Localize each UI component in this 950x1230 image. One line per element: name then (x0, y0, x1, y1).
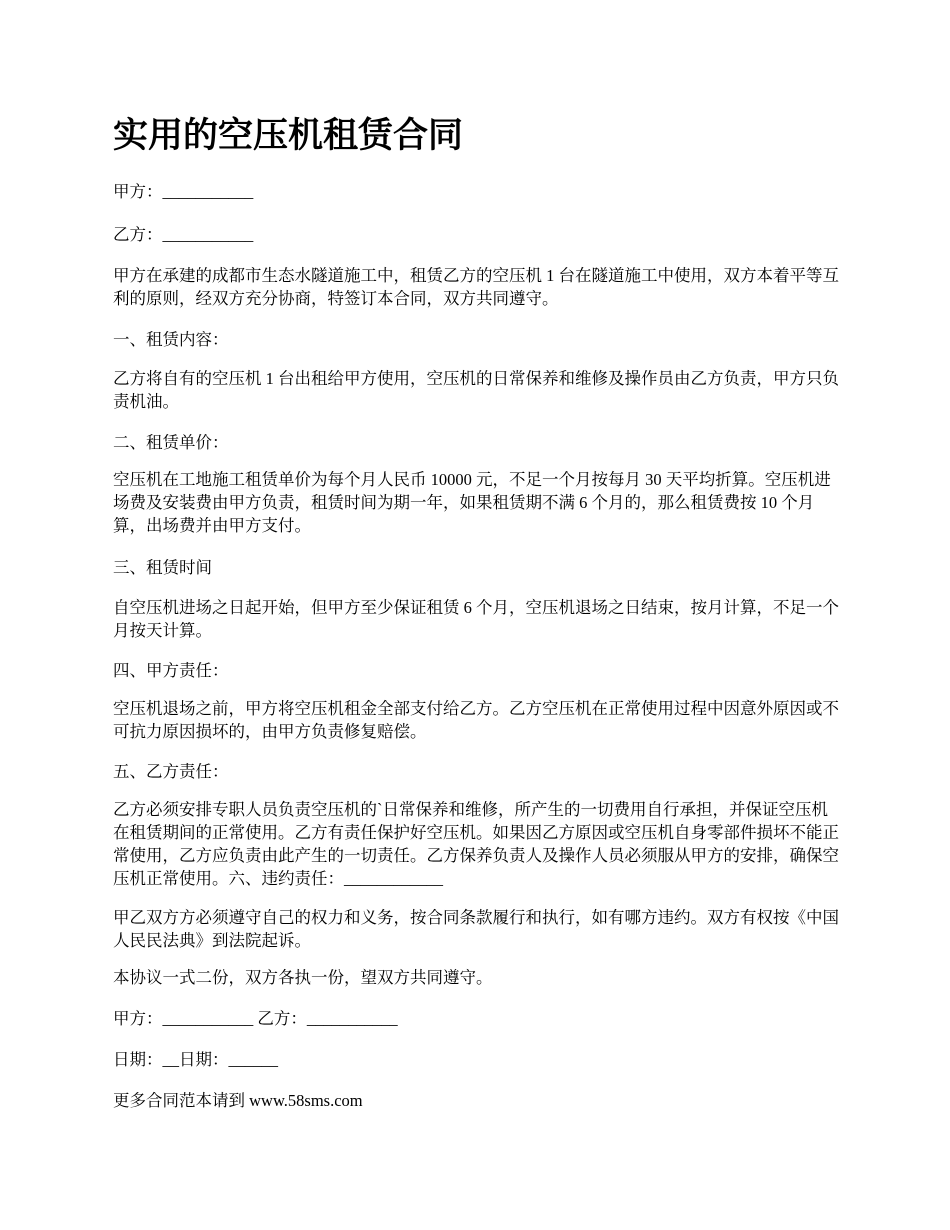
section-heading-rental-price: 二、租赁单价： (113, 433, 229, 452)
rental-content-paragraph: 乙方将自有的空压机 1 台出租给甲方使用，空压机的日常保养和维修及操作员由乙方负责，甲方只负责机油。 (113, 369, 839, 411)
footer-link-line: 更多合同范本请到 www.58sms.com (113, 1091, 363, 1110)
party-a-line: 甲方：___________ (113, 182, 254, 201)
section-heading-rental-content: 一、租赁内容： (113, 330, 229, 349)
document-title: 实用的空压机租赁合同 (113, 116, 464, 156)
breach-paragraph: 甲乙双方方必须遵守自己的权力和义务，按合同条款履行和执行，如有哪方违约。双方有权按《中国人民民法典》到法院起诉。 (113, 908, 839, 950)
rental-price-paragraph: 空压机在工地施工租赁单价为每个月人民币 10000 元，不足一个月按每月 30 天平均折算。空压机进场费及安装费由甲方负责，租赁时间为期一年，如果租赁期不满 6 个月的，那么租赁费按 10 个月算，出场费并由甲方支付。 (113, 470, 831, 535)
section-heading-party-a-duties: 四、甲方责任： (113, 661, 229, 680)
rental-period-paragraph: 自空压机进场之日起开始，但甲方至少保证租赁 6 个月，空压机退场之日结束，按月计算，不足一个月按天计算。 (113, 598, 839, 640)
party-a-duties-paragraph: 空压机退场之前，甲方将空压机租金全部支付给乙方。乙方空压机在正常使用过程中因意外原因或不可抗力原因损坏的，由甲方负责修复赔偿。 (113, 699, 839, 741)
date-line: 日期：__日期：______ (113, 1050, 278, 1069)
copies-paragraph: 本协议一式二份，双方各执一份，望双方共同遵守。 (113, 968, 493, 987)
section-heading-party-b-duties: 五、乙方责任： (113, 762, 229, 781)
signature-line: 甲方：___________ 乙方：___________ (113, 1009, 398, 1028)
party-b-duties-paragraph: 乙方必须安排专职人员负责空压机的`日常保养和维修，所产生的一切费用自行承担，并保证空压机在租赁期间的正常使用。乙方有责任保护好空压机。如果因乙方原因或空压机自身零部件损坏不能正常使用，乙方应负责由此产生的一切责任。乙方保养负责人及操作人员必须服从甲方的安排，确保空压机正常使用。六、违约责任：____________ (113, 800, 839, 888)
preamble-paragraph: 甲方在承建的成都市生态水隧道施工中，租赁乙方的空压机 1 台在隧道施工中使用，双方本着平等互利的原则，经双方充分协商，特签订本合同，双方共同遵守。 (113, 266, 839, 308)
party-b-line: 乙方：___________ (113, 225, 254, 244)
section-heading-rental-period: 三、租赁时间 (113, 558, 212, 577)
